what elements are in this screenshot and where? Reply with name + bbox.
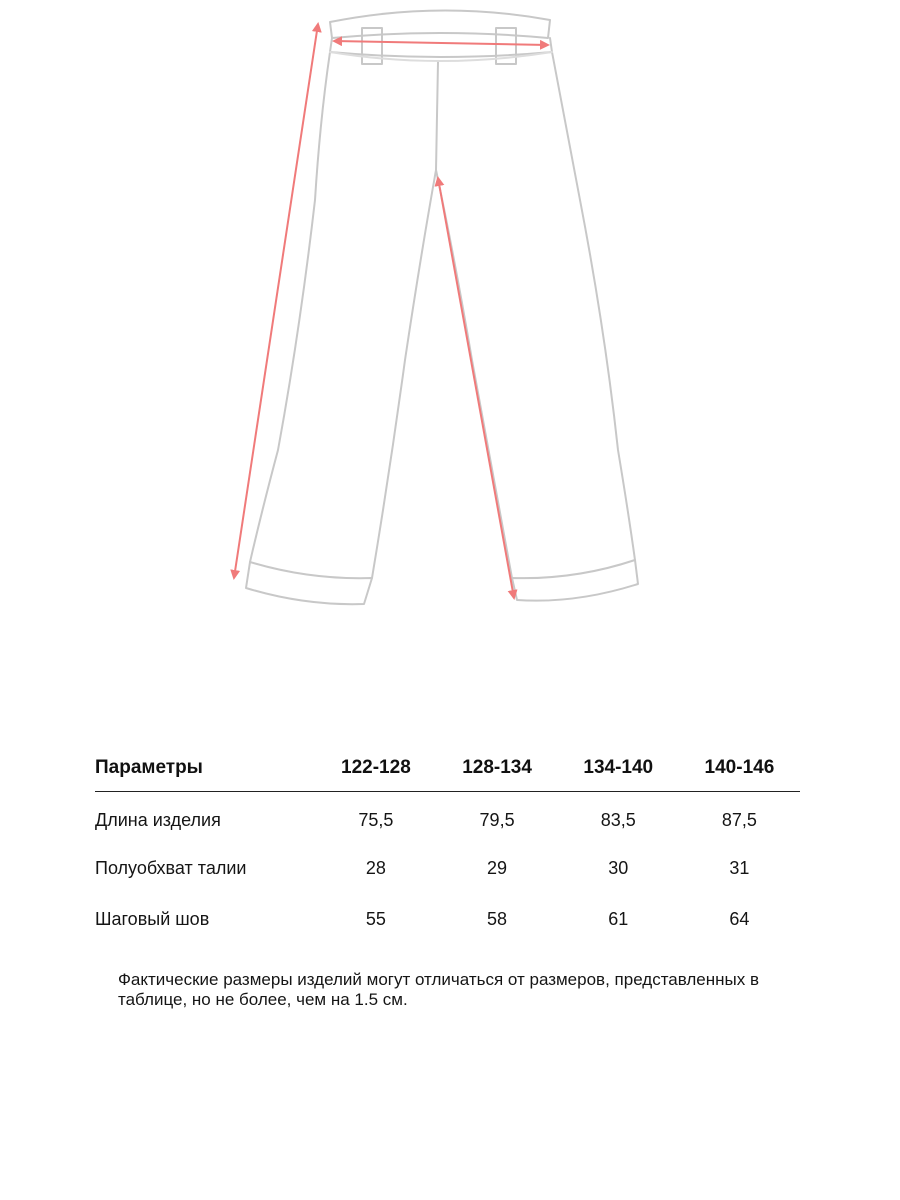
header-parameters: Параметры [95,745,315,792]
header-size: 140-146 [679,745,800,792]
size-table [95,745,800,945]
cell-value: 83,5 [600,809,636,830]
cell-value: 87,5 [721,809,757,830]
inseam-arrow [438,178,514,598]
table-row [95,792,800,843]
length-arrow [234,24,318,578]
cell-value: 29 [487,857,508,878]
header-size: 128-134 [436,745,557,792]
cell-value: 61 [608,908,629,929]
cell-value: 30 [608,857,629,878]
row-label: Полуобхват талии [95,857,247,878]
header-size: 122-128 [315,745,436,792]
cell-value: 31 [729,857,750,878]
cell-value: 28 [365,857,386,878]
table-header-row [95,745,800,792]
cell-value: 64 [729,908,750,929]
row-label: Шаговый шов [95,908,210,929]
cell-value: 55 [365,908,386,929]
row-label: Длина изделия [95,809,221,830]
measurement-arrows [234,24,548,598]
cell-value: 79,5 [479,809,515,830]
table-row [95,894,800,945]
cell-value: 75,5 [358,809,394,830]
header-size: 134-140 [558,745,679,792]
pants-outline [246,10,638,604]
size-disclaimer-note: Фактические размеры изделий могут отличаться от размеров, представленных в таблице, но не более, чем на 1.5 см. [118,970,760,1009]
table-row [95,843,800,894]
cell-value: 58 [487,908,508,929]
